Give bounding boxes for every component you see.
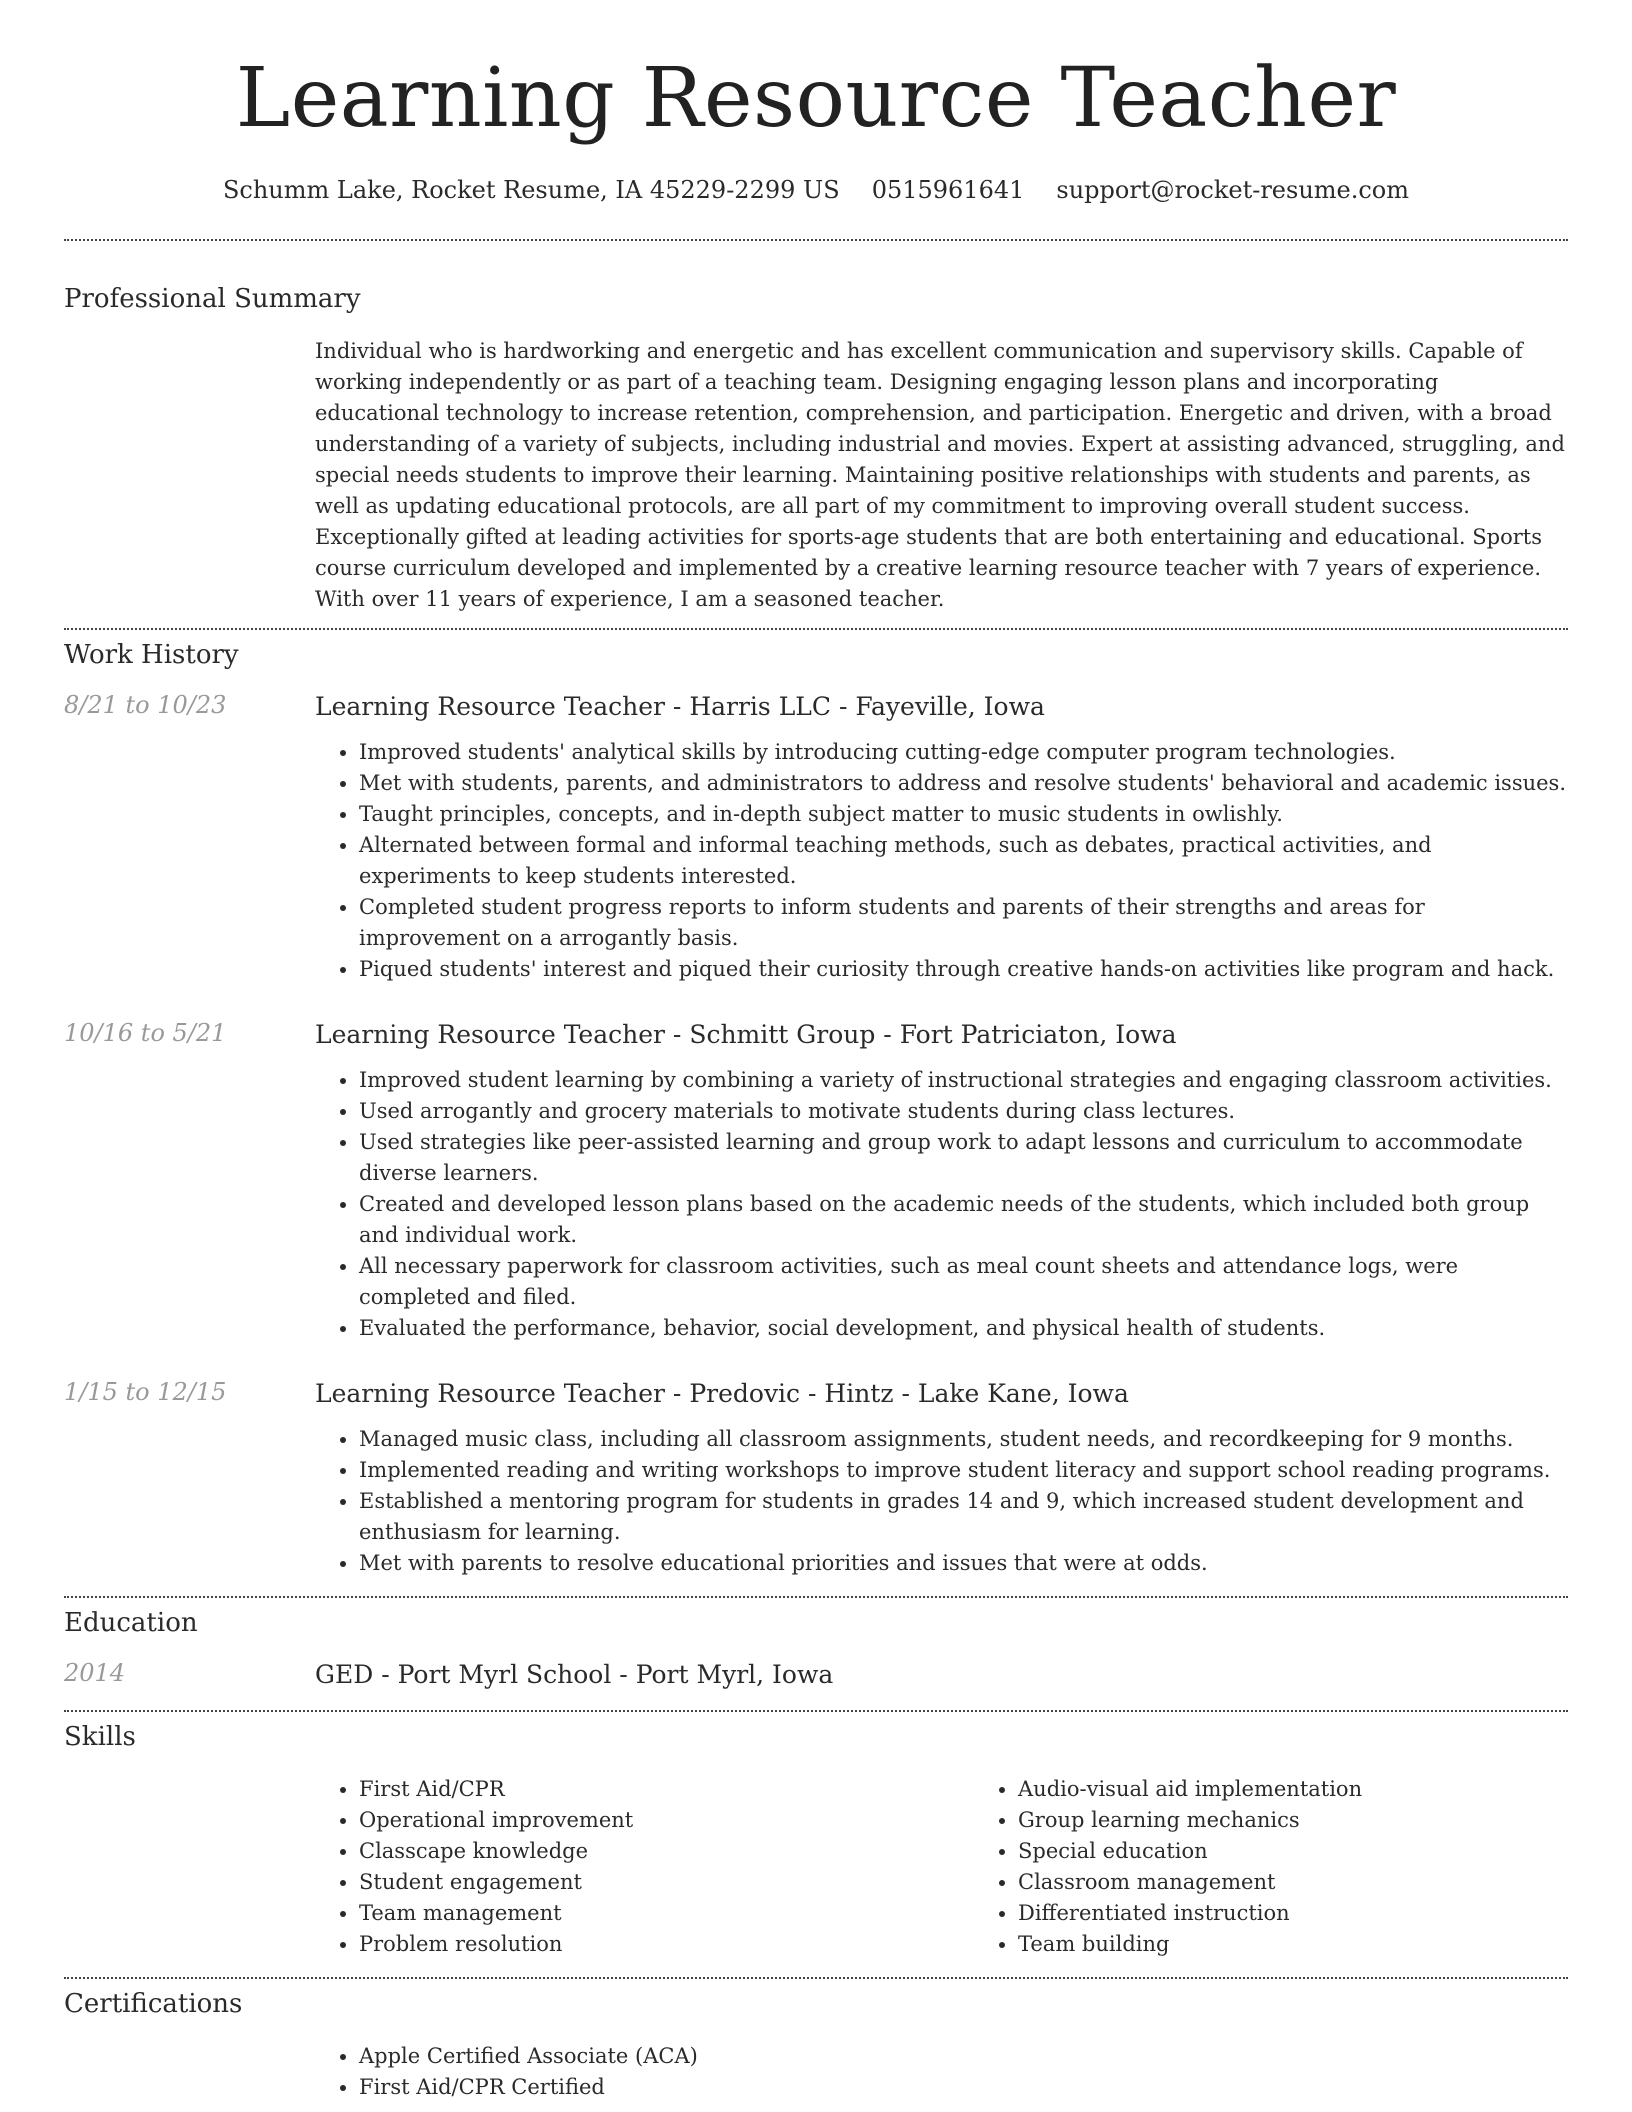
certification-item: • First Aid/CPR Certified [359, 2072, 1568, 2103]
job-bullet: • Piqued students' interest and piqued their curiosity through creative hands-on activities like program and hack. [359, 954, 1568, 985]
certifications-list [315, 2041, 1568, 2103]
education-section-title: Education [64, 1608, 198, 1638]
job-bullet: • Established a mentoring program for students in grades 14 and 9, which increased student development and enthusiasm for learning. [359, 1486, 1568, 1548]
job-entry [64, 691, 1568, 985]
job-bullet: • Taught principles, concepts, and in-depth subject matter to music students in owlishly. [359, 799, 1568, 830]
job-bullets [315, 1065, 1568, 1344]
job-bullet: • Improved student learning by combining a variety of instructional strategies and engaging classroom activities. [359, 1065, 1568, 1096]
skill-item: • First Aid/CPR [359, 1774, 974, 1805]
skill-item: • Classroom management [1018, 1867, 1632, 1898]
certification-item: • Apple Certified Associate (ACA) [359, 2041, 1568, 2072]
resume-name: Learning Resource Teacher [235, 51, 1397, 146]
skill-item: • Problem resolution [359, 1929, 974, 1960]
skill-item: • Special education [1018, 1836, 1632, 1867]
education-entry [64, 1659, 1568, 1691]
job-bullet: • Improved students' analytical skills by introducing cutting-edge computer program technologies. [359, 737, 1568, 768]
job-bullet: • Met with parents to resolve educational priorities and issues that were at odds. [359, 1548, 1568, 1579]
skills-divider [64, 1977, 1568, 1979]
job-dates: 10/16 to 5/21 [64, 1019, 227, 1047]
job-entry [64, 1378, 1568, 1579]
job-bullet: • Evaluated the performance, behavior, social development, and physical health of students. [359, 1313, 1568, 1344]
skill-item: • Audio-visual aid implementation [1018, 1774, 1632, 1805]
job-bullet: • Created and developed lesson plans based on the academic needs of the students, which included both group and individual work. [359, 1189, 1568, 1251]
job-bullet: • Alternated between formal and informal teaching methods, such as debates, practical activities, and experiments to keep students interested. [359, 830, 1568, 892]
job-heading: Learning Resource Teacher - Schmitt Group - Fort Patriciaton, Iowa [315, 1020, 1177, 1049]
job-entry [64, 1019, 1568, 1344]
education-divider [64, 1710, 1568, 1712]
summary-text: Individual who is hardworking and energetic and has excellent communication and supervisory skills. Capable of working independently or as part of a teaching team. Designing engaging lesson plans and incorporating educational technology to increase retention, comprehension, and participation. Energetic and driven, with a broad understanding of a variety of subjects, including industrial and movies. Expert at assisting advanced, struggling, and special needs students to improve their learning. Maintaining positive relationships with students and parents, as well as updating educational protocols, are all part of my commitment to improving overall student success. Exceptionally gifted at leading activities for sports-age students that are both entertaining and educational. Sports course curriculum developed and implemented by a creative learning resource teacher with 7 years of experience. With over 11 years of experience, I am a seasoned teacher. [315, 339, 1565, 611]
job-bullet: • Used arrogantly and grocery materials to motivate students during class lectures. [359, 1096, 1568, 1127]
job-bullet: • Met with students, parents, and administrators to address and resolve students' behavioral and academic issues. [359, 768, 1568, 799]
certifications-section-title: Certifications [64, 1989, 243, 2019]
contact-address: Schumm Lake, Rocket Resume, IA 45229-2299 US [222, 176, 840, 204]
job-bullet: • Managed music class, including all classroom assignments, student needs, and recordkeeping for 9 months. [359, 1424, 1568, 1455]
job-heading: Learning Resource Teacher - Harris LLC - Fayeville, Iowa [315, 692, 1045, 721]
job-bullets [315, 1424, 1568, 1579]
job-bullet: • All necessary paperwork for classroom activities, such as meal count sheets and attendance logs, were completed and filed. [359, 1251, 1568, 1313]
skill-item: • Group learning mechanics [1018, 1805, 1632, 1836]
contact-line [64, 176, 1568, 204]
work-section-title: Work History [64, 640, 239, 670]
summary-section-title: Professional Summary [64, 284, 361, 314]
summary-row [64, 336, 1568, 615]
work-divider [64, 1596, 1568, 1598]
certifications-row [64, 2041, 1568, 2103]
skill-item: • Differentiated instruction [1018, 1898, 1632, 1929]
skill-item: • Team management [359, 1898, 974, 1929]
contact-email[interactable]: support@rocket-resume.com [1056, 176, 1410, 204]
job-heading: Learning Resource Teacher - Predovic - Hintz - Lake Kane, Iowa [315, 1379, 1129, 1408]
skill-item: • Student engagement [359, 1867, 974, 1898]
skill-item: • Team building [1018, 1929, 1632, 1960]
job-bullet: • Completed student progress reports to inform students and parents of their strengths and areas for improvement on a arrogantly basis. [359, 892, 1568, 954]
contact-phone: 0515961641 [871, 176, 1025, 204]
job-bullets [315, 737, 1568, 985]
skill-item: • Classcape knowledge [359, 1836, 974, 1867]
header-divider [64, 239, 1568, 241]
skills-row [64, 1774, 1568, 1960]
job-dates: 8/21 to 10/23 [64, 691, 227, 719]
resume-page [64, 0, 1568, 2103]
education-heading: GED - Port Myrl School - Port Myrl, Iowa [315, 1660, 834, 1689]
skill-item: • Operational improvement [359, 1805, 974, 1836]
summary-divider [64, 628, 1568, 630]
skills-list-left [315, 1774, 974, 1960]
skills-section-title: Skills [64, 1722, 136, 1752]
job-bullet: • Implemented reading and writing workshops to improve student literacy and support school reading programs. [359, 1455, 1568, 1486]
education-year: 2014 [64, 1659, 126, 1687]
job-dates: 1/15 to 12/15 [64, 1378, 227, 1406]
job-bullet: • Used strategies like peer-assisted learning and group work to adapt lessons and curriculum to accommodate diverse learners. [359, 1127, 1568, 1189]
skills-list-right [974, 1774, 1632, 1960]
